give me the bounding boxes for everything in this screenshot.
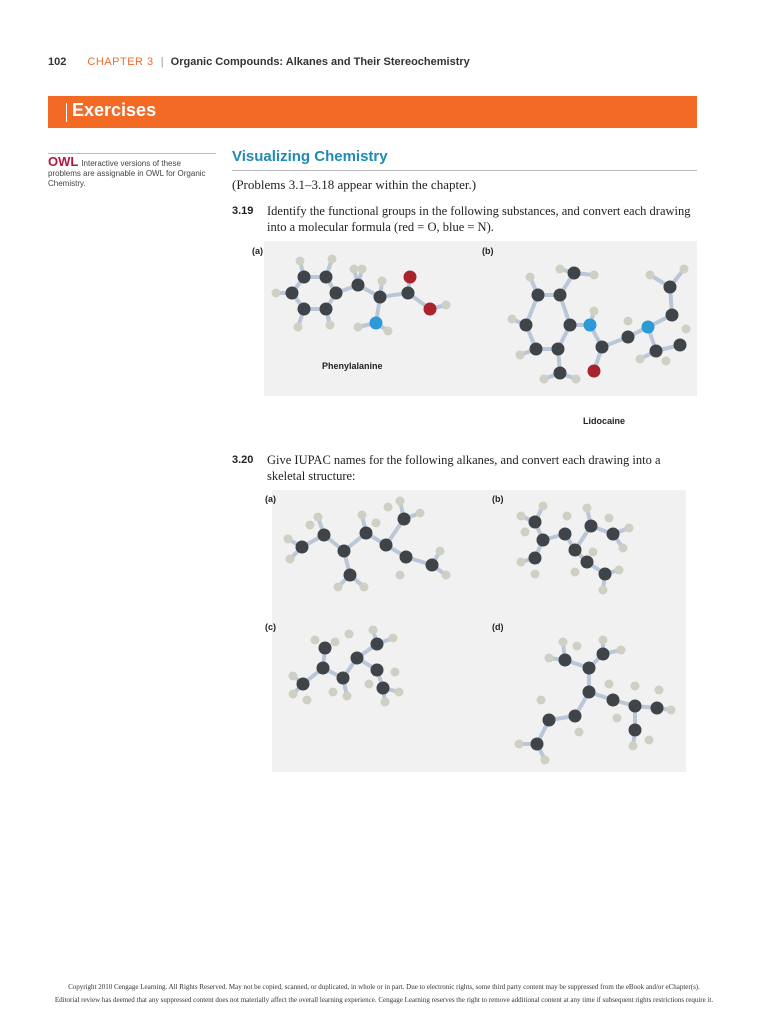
part-label-a: (a) [265,494,276,504]
part-label-b: (b) [482,246,494,256]
page-number: 102 [48,56,67,68]
copyright-line-1: Copyright 2010 Cengage Learning. All Rights Reserved. May not be copied, scanned, or duplicated, in whole or in part. Due to electronic rights, some third party content may be suppressed from the eBook and/or eChapter(s). [68,983,700,991]
part-label-d: (d) [492,622,504,632]
problem-text: Identify the functional groups in the following substances, and convert each drawing into a molecular formula (red = O, blue = N). [267,204,691,234]
part-label-b: (b) [492,494,504,504]
problem-number: 3.20 [232,454,254,466]
problem-3-20 [232,452,697,486]
bonds [512,269,684,379]
atoms [272,255,451,336]
part-label-a: (a) [252,246,263,256]
chapter-title: Organic Compounds: Alkanes and Their Stereochemistry [170,56,470,68]
part-label-c: (c) [265,622,276,632]
running-header [48,56,470,68]
section-title: Visualizing Chemistry [232,148,388,165]
atoms [517,502,634,595]
problem-3-19 [232,203,697,237]
section-intro: (Problems 3.1–3.18 appear within the chapter.) [232,177,477,192]
owl-sidebar-note [48,153,216,189]
exercises-banner [48,96,697,128]
alkane-model-a [280,495,460,595]
banner-divider [66,103,67,122]
banner-title: Exercises [72,100,157,120]
alkane-model-b [505,492,645,602]
chapter-label: CHAPTER 3 [87,56,154,68]
problem-text: Give IUPAC names for the following alkanes, and convert each drawing into a skeletal structure: [267,453,661,483]
caption-lidocaine: Lidocaine [583,416,626,426]
problem-number: 3.19 [232,205,254,217]
header-separator: | [160,56,164,68]
atoms [515,636,676,765]
caption-phenylalanine: Phenylalanine [322,361,383,371]
alkane-model-c [285,622,420,712]
lidocaine-model [490,255,697,390]
copyright-line-2: Editorial review has deemed that any suppressed content does not materially affect the overall learning experience. Cengage Learning reserves the right to remove additional content at any time if subsequent rights restrictions require it. [54,996,714,1004]
owl-note-text: Interactive versions of these problems are assignable in OWL for Organic Chemistry. [48,159,206,188]
alkane-model-d [505,628,680,768]
owl-logo-icon: OWL [48,154,79,169]
section-rule [232,170,697,171]
atoms [289,626,404,707]
